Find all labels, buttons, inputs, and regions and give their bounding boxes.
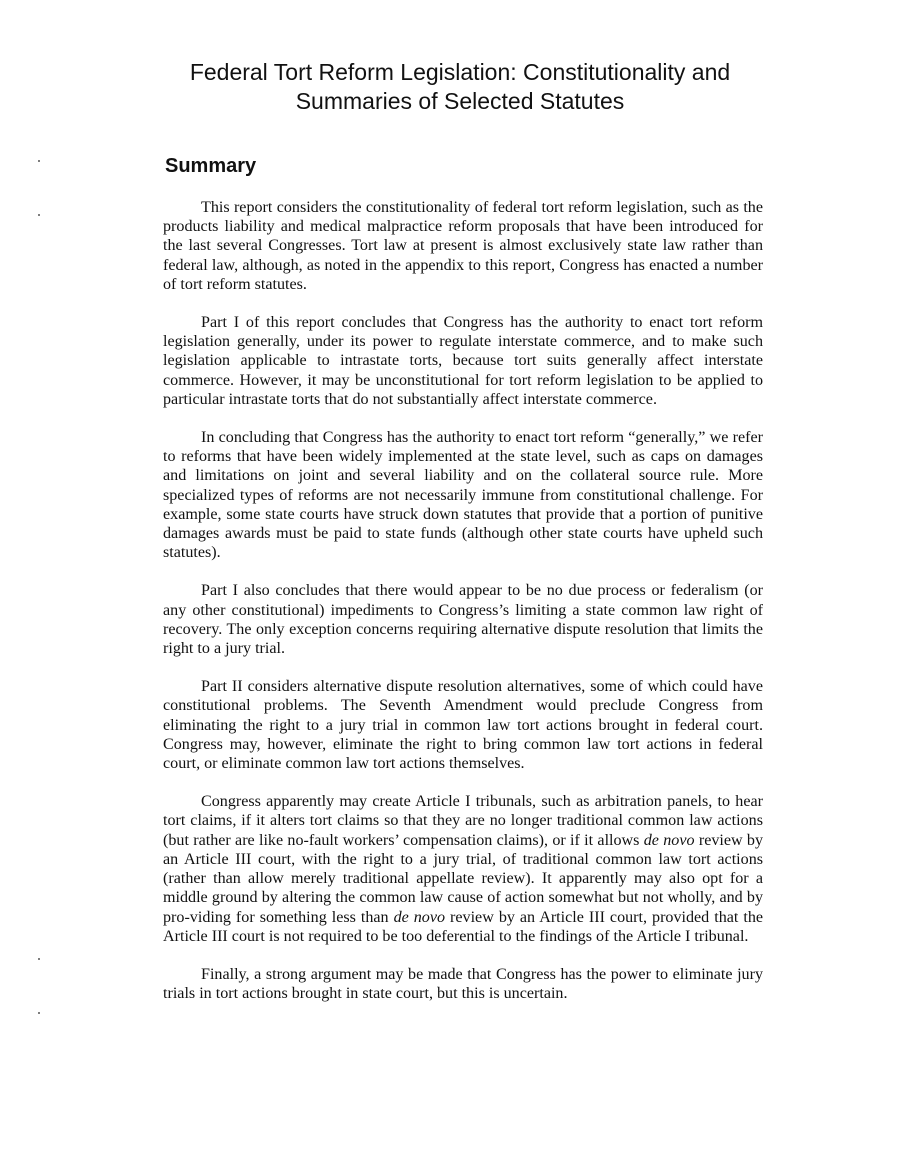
summary-paragraph	[163, 313, 763, 409]
paragraph-text: Congress apparently may create Article I tribunals, such as arbitration panels, to hear tort claims, if it alters tort claims so that they are no longer traditional common law actions (but rather are like no-fault workers’ compensation claims), or if it allows	[163, 793, 763, 849]
paragraph-text: This report considers the constitutionality of federal tort reform legislation, such as the products liability and medical malpractice reform proposals that have been introduced for the last several Congresses. Tort law at present is almost exclusively state law rather than federal law, although, as noted in the appendix to this report, Congress has enacted a number of tort reform statutes.	[163, 199, 763, 293]
paragraph-text: Part I also concludes that there would appear to be no due process or federalism (or any other constitutional) impediments to Congress’s limiting a state common law right of recovery. The only exception concerns requiring alternative dispute resolution that limits the right to a jury trial.	[163, 582, 763, 658]
paragraph-text: Finally, a strong argument may be made that Congress has the power to eliminate jury trials in tort actions brought in state court, but this is uncertain.	[163, 965, 763, 1003]
summary-paragraph	[163, 792, 763, 946]
summary-paragraph	[163, 428, 763, 562]
paragraph-text: review by an Article III court, with the right to a jury trial, of traditional common law tort actions (rather than allow merely traditional appellate review). It apparently may also opt for a middle ground by altering the common law cause of action somewhat but not wholly, and by pro-viding for something less than	[163, 831, 764, 926]
paragraph-text: Part II considers alternative dispute resolution alternatives, some of which could have constitutional problems. The Seventh Amendment would preclude Congress from eliminating the right to a jury trial in common law tort actions brought in federal court. Congress may, however, eliminate the right to bring common law tort actions in federal court, or eliminate common law tort actions themselves.	[163, 678, 763, 773]
title-line-2: Summaries of Selected Statutes	[295, 88, 625, 114]
section-heading-summary: Summary	[165, 155, 257, 177]
paragraph-text: review by an Article III court, provided that the Article III court is not required to be too deferential to the findings of the Article I tribunal.	[163, 908, 764, 945]
summary-paragraph	[163, 965, 763, 1003]
title-line-1: Federal Tort Reform Legislation: Constitutionality and	[189, 59, 731, 85]
paragraph-text: Part I of this report concludes that Congress has the authority to enact tort reform legislation generally, under its power to regulate interstate commerce, and to make such legislation applicable to intrastate torts, because tort suits generally affect interstate commerce. However, it may be unconstitutional for tort reform legislation to be applied to particular intrastate torts that do not substantially affect interstate commerce.	[163, 314, 763, 408]
italic-term: de novo	[393, 908, 446, 926]
summary-paragraph	[163, 677, 763, 773]
scan-speck	[38, 958, 40, 960]
scan-speck	[38, 160, 40, 162]
scan-speck	[38, 1012, 40, 1014]
summary-paragraph	[163, 581, 763, 658]
summary-paragraph	[163, 198, 763, 294]
summary-body	[163, 198, 763, 1022]
italic-term: de novo	[643, 831, 695, 849]
paragraph-text: In concluding that Congress has the authority to enact tort reform “generally,” we refer to reforms that have been widely implemented at the state level, such as caps on damages and limitations on joint and several liability and on the collateral source rule. More specialized types of reforms are not necessarily immune from constitutional challenge. For example, some state courts have struck down statutes that provide that a portion of punitive damages awards must be paid to state funds (although other state courts have upheld such statutes).	[163, 429, 763, 562]
document-title	[150, 58, 770, 116]
scan-speck	[38, 214, 40, 216]
